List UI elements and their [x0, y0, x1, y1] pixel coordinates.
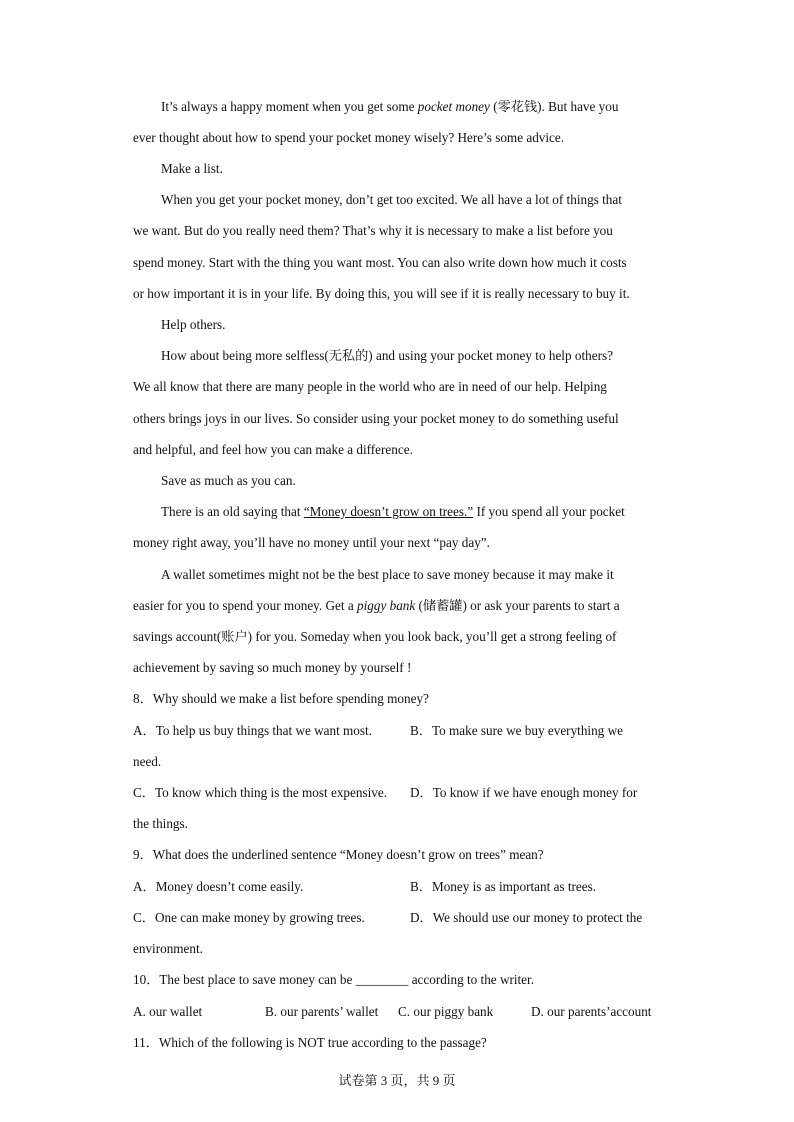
- paragraph-line: A wallet sometimes might not be the best place to save money because it may make it: [161, 567, 614, 582]
- term-pocket-money: pocket money: [417, 99, 490, 114]
- paragraph-line: [133, 597, 620, 615]
- text-segment: easier for you to spend your money. Get a: [133, 598, 357, 613]
- text-segment: If you spend all your pocket: [473, 504, 625, 519]
- paragraph-line: When you get your pocket money, don’t get too excited. We all have a lot of things that: [161, 192, 622, 207]
- question-10-option-d: D. our parents’account: [531, 1004, 652, 1019]
- text-segment: (储蓄罐) or ask your parents to start a: [415, 598, 620, 613]
- paragraph-line: How about being more selfless(无私的) and using your pocket money to help others?: [161, 348, 613, 363]
- question-8-option-c: C．To know which thing is the most expensive.: [133, 785, 388, 800]
- text-segment: (零花钱). But have you: [489, 99, 619, 114]
- paragraph-line: [161, 503, 625, 521]
- paragraph-line: or how important it is in your life. By doing this, you will see if it is really necessary to buy it.: [133, 286, 630, 301]
- question-8-stem: 8．Why should we make a list before spending money?: [133, 691, 429, 706]
- question-9-option-b: B．Money is as important as trees.: [410, 879, 597, 894]
- text-segment: It’s always a happy moment when you get some: [161, 99, 418, 114]
- paragraph-line: savings account(账户) for you. Someday when you look back, you’ll get a strong feeling of: [133, 629, 617, 644]
- question-8-option-d: D．To know if we have enough money for: [410, 785, 638, 800]
- question-9-option-d: D．We should use our money to protect the: [410, 910, 643, 925]
- paragraph-line: money right away, you’ll have no money until your next “pay day”.: [133, 535, 490, 550]
- question-9-option-c: C．One can make money by growing trees.: [133, 910, 365, 925]
- question-8-option-d-continued: the things.: [133, 816, 188, 831]
- paragraph-line: spend money. Start with the thing you want most. You can also write down how much it costs: [133, 255, 627, 270]
- section-heading-make-list: Make a list.: [161, 161, 223, 176]
- question-9-stem: 9．What does the underlined sentence “Money doesn’t grow on trees” mean?: [133, 847, 544, 862]
- page-footer: 试卷第 3 页，共 9 页: [338, 1073, 456, 1088]
- passage-intro-line-1: [161, 98, 618, 116]
- question-10-option-a: A. our wallet: [133, 1004, 203, 1019]
- question-9-option-d-continued: environment.: [133, 941, 203, 956]
- paragraph-line: achievement by saving so much money by yourself !: [133, 660, 412, 675]
- question-10-option-c: C. our piggy bank: [398, 1004, 494, 1019]
- section-heading-help-others: Help others.: [161, 317, 226, 332]
- paragraph-line: we want. But do you really need them? That’s why it is necessary to make a list before you: [133, 223, 613, 238]
- paragraph-line: and helpful, and feel how you can make a difference.: [133, 442, 413, 457]
- question-8-option-b-continued: need.: [133, 754, 162, 769]
- passage-intro-line-2: ever thought about how to spend your pocket money wisely? Here’s some advice.: [133, 130, 565, 145]
- question-8-option-a: A．To help us buy things that we want most.: [133, 723, 372, 738]
- underlined-sentence: “Money doesn’t grow on trees.”: [303, 504, 474, 519]
- text-segment: There is an old saying that: [161, 504, 304, 519]
- question-8-option-b: B．To make sure we buy everything we: [410, 723, 623, 738]
- question-9-option-a: A．Money doesn’t come easily.: [133, 879, 304, 894]
- section-heading-save: Save as much as you can.: [161, 473, 296, 488]
- question-10-stem: 10．The best place to save money can be ________ according to the writer.: [133, 972, 534, 987]
- paragraph-line: others brings joys in our lives. So consider using your pocket money to do something useful: [133, 411, 619, 426]
- question-11-stem: 11．Which of the following is NOT true according to the passage?: [133, 1035, 487, 1050]
- question-10-option-b: B. our parents’ wallet: [265, 1004, 379, 1019]
- term-piggy-bank: piggy bank: [357, 598, 416, 613]
- paragraph-line: We all know that there are many people in the world who are in need of our help. Helping: [133, 379, 607, 394]
